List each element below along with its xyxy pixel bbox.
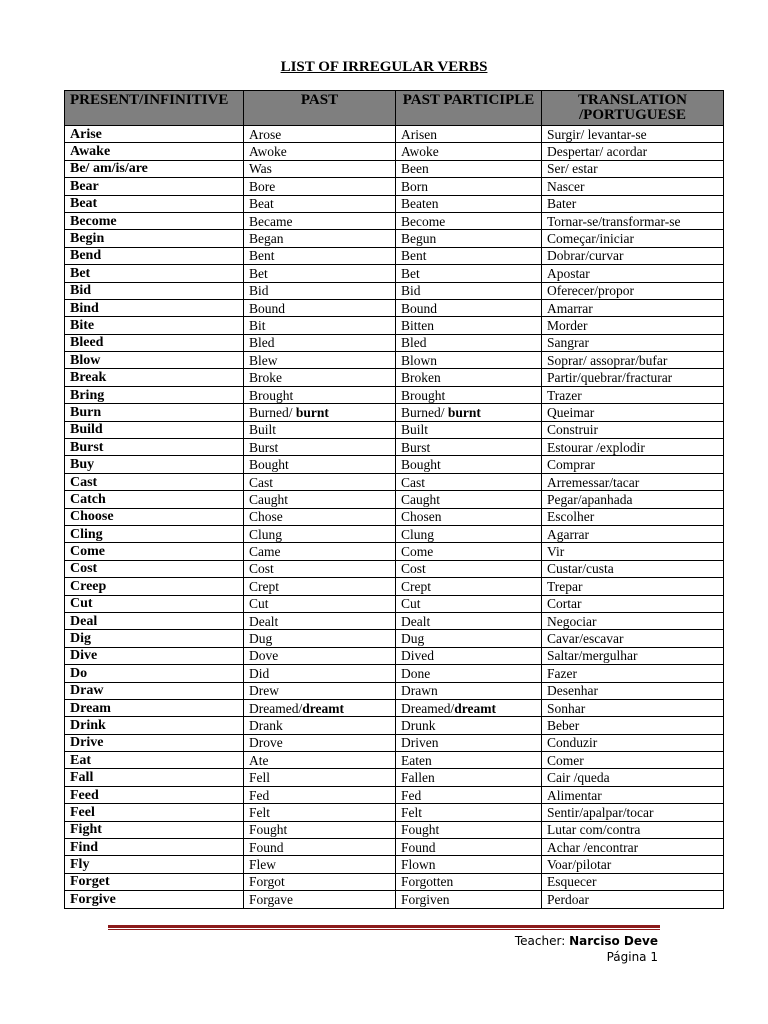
table-row [65, 821, 724, 838]
cell-past-participle: Been [396, 160, 542, 177]
cell-past-participle: Clung [396, 525, 542, 542]
cell-past-participle: Blown [396, 352, 542, 369]
cell-past-participle: Dug [396, 630, 542, 647]
cell-past: Dug [244, 630, 396, 647]
cell-past: Bound [244, 299, 396, 316]
cell-present: Bend [65, 247, 244, 264]
table-row [65, 543, 724, 560]
cell-past-participle: Broken [396, 369, 542, 386]
cell-past-participle: Bled [396, 334, 542, 351]
cell-present: Burn [65, 404, 244, 421]
cell-past-participle: Built [396, 421, 542, 438]
cell-present: Fall [65, 769, 244, 786]
cell-past: Crept [244, 578, 396, 595]
cell-past: Bit [244, 317, 396, 334]
table-header-row [65, 91, 724, 126]
cell-present: Begin [65, 230, 244, 247]
table-row [65, 734, 724, 751]
cell-translation: Cavar/escavar [542, 630, 724, 647]
cell-translation: Apostar [542, 265, 724, 282]
table-row [65, 212, 724, 229]
cell-present: Drink [65, 717, 244, 734]
cell-translation: Construir [542, 421, 724, 438]
cell-past-participle [396, 699, 542, 716]
cell-present: Feed [65, 786, 244, 803]
cell-past-participle: Brought [396, 386, 542, 403]
cell-past: Cost [244, 560, 396, 577]
cell-past: Beat [244, 195, 396, 212]
cell-past: Brought [244, 386, 396, 403]
table-row [65, 647, 724, 664]
footer-page-number: Página 1 [606, 950, 658, 964]
cell-present: Deal [65, 612, 244, 629]
cell-translation: Comer [542, 752, 724, 769]
cell-past: Burst [244, 439, 396, 456]
cell-past-participle: Bid [396, 282, 542, 299]
table-row [65, 230, 724, 247]
cell-past: Bet [244, 265, 396, 282]
table-row [65, 578, 724, 595]
cell-translation: Pegar/apanhada [542, 491, 724, 508]
cell-present: Dig [65, 630, 244, 647]
cell-present: Bring [65, 386, 244, 403]
table-row [65, 682, 724, 699]
cell-past: Caught [244, 491, 396, 508]
cell-present: Become [65, 212, 244, 229]
cell-past-participle: Fallen [396, 769, 542, 786]
cell-past: Flew [244, 856, 396, 873]
cell-past: Cut [244, 595, 396, 612]
cell-past-participle [396, 404, 542, 421]
cell-translation: Soprar/ assoprar/bufar [542, 352, 724, 369]
cell-past: Dealt [244, 612, 396, 629]
cell-translation: Ser/ estar [542, 160, 724, 177]
cell-translation: Lutar com/contra [542, 821, 724, 838]
cell-past: Built [244, 421, 396, 438]
cell-past: Was [244, 160, 396, 177]
teacher-label: Teacher: [514, 934, 570, 948]
cell-translation: Oferecer/propor [542, 282, 724, 299]
cell-past-participle: Chosen [396, 508, 542, 525]
table-row [65, 491, 724, 508]
table-row [65, 717, 724, 734]
table-row [65, 856, 724, 873]
cell-present: Be/ am/is/are [65, 160, 244, 177]
cell-past-participle: Bought [396, 456, 542, 473]
cell-past-participle: Done [396, 665, 542, 682]
cell-past-participle: Cut [396, 595, 542, 612]
cell-translation: Amarrar [542, 299, 724, 316]
cell-present: Forgive [65, 891, 244, 908]
cell-past: Bore [244, 178, 396, 195]
cell-present: Bind [65, 299, 244, 316]
cell-translation: Alimentar [542, 786, 724, 803]
cell-past [244, 699, 396, 716]
cell-past: Clung [244, 525, 396, 542]
cell-past-participle: Cast [396, 473, 542, 490]
cell-present: Eat [65, 752, 244, 769]
cell-past-participle: Dealt [396, 612, 542, 629]
table-row [65, 873, 724, 890]
cell-translation: Despertar/ acordar [542, 143, 724, 160]
cell-past-participle: Begun [396, 230, 542, 247]
cell-past: Bid [244, 282, 396, 299]
cell-translation: Esquecer [542, 873, 724, 890]
cell-present: Awake [65, 143, 244, 160]
table-row [65, 595, 724, 612]
cell-present: Find [65, 839, 244, 856]
cell-present: Bet [65, 265, 244, 282]
cell-past: Came [244, 543, 396, 560]
cell-present: Cling [65, 525, 244, 542]
cell-past-participle: Become [396, 212, 542, 229]
cell-past: Broke [244, 369, 396, 386]
cell-past: Forgave [244, 891, 396, 908]
cell-present: Drive [65, 734, 244, 751]
cell-past-participle: Born [396, 178, 542, 195]
table-row [65, 126, 724, 143]
cell-translation: Nascer [542, 178, 724, 195]
table-row [65, 804, 724, 821]
cell-past: Felt [244, 804, 396, 821]
table-row [65, 386, 724, 403]
cell-past: Did [244, 665, 396, 682]
cell-present: Choose [65, 508, 244, 525]
cell-present: Bleed [65, 334, 244, 351]
column-header-present: PRESENT/INFINITIVE [65, 91, 244, 126]
table-row [65, 665, 724, 682]
cell-past-participle: Found [396, 839, 542, 856]
cell-past-participle: Burst [396, 439, 542, 456]
cell-present: Cut [65, 595, 244, 612]
cell-past-participle: Bet [396, 265, 542, 282]
cell-past: Drove [244, 734, 396, 751]
cell-past-participle: Driven [396, 734, 542, 751]
cell-present: Dream [65, 699, 244, 716]
table-row [65, 508, 724, 525]
cell-past [244, 404, 396, 421]
cell-past: Cast [244, 473, 396, 490]
table-row [65, 752, 724, 769]
table-row [65, 525, 724, 542]
cell-text: Dreamed/ [401, 700, 455, 716]
table-row [65, 299, 724, 316]
cell-translation: Queimar [542, 404, 724, 421]
cell-translation: Negociar [542, 612, 724, 629]
table-row [65, 456, 724, 473]
cell-past-participle: Eaten [396, 752, 542, 769]
table-row [65, 195, 724, 212]
table-row [65, 560, 724, 577]
cell-text: Dreamed/ [249, 700, 303, 716]
cell-emphasis: burnt [447, 404, 481, 420]
cell-past: Began [244, 230, 396, 247]
table-row [65, 178, 724, 195]
table-row [65, 769, 724, 786]
cell-past-participle: Forgotten [396, 873, 542, 890]
cell-past: Drank [244, 717, 396, 734]
cell-past: Bent [244, 247, 396, 264]
cell-present: Creep [65, 578, 244, 595]
cell-translation: Saltar/mergulhar [542, 647, 724, 664]
cell-translation: Estourar /explodir [542, 439, 724, 456]
table-row [65, 265, 724, 282]
cell-translation: Beber [542, 717, 724, 734]
table-row [65, 421, 724, 438]
document-title: LIST OF IRREGULAR VERBS [280, 59, 488, 75]
cell-past: Ate [244, 752, 396, 769]
cell-past: Arose [244, 126, 396, 143]
cell-past-participle: Arisen [396, 126, 542, 143]
cell-translation: Tornar-se/transformar-se [542, 212, 724, 229]
cell-translation: Vir [542, 543, 724, 560]
cell-past: Found [244, 839, 396, 856]
cell-present: Cast [65, 473, 244, 490]
cell-present: Build [65, 421, 244, 438]
cell-present: Come [65, 543, 244, 560]
column-header-translation: TRANSLATION /PORTUGUESE [542, 91, 724, 126]
table-row [65, 247, 724, 264]
table-row [65, 612, 724, 629]
table-row [65, 317, 724, 334]
cell-past-participle: Cost [396, 560, 542, 577]
cell-past: Chose [244, 508, 396, 525]
table-row [65, 369, 724, 386]
table-row [65, 143, 724, 160]
cell-present: Burst [65, 439, 244, 456]
cell-present: Feel [65, 804, 244, 821]
table-body [65, 126, 724, 909]
cell-translation: Trazer [542, 386, 724, 403]
cell-translation: Perdoar [542, 891, 724, 908]
cell-past-participle: Fed [396, 786, 542, 803]
cell-emphasis: dreamt [302, 700, 344, 716]
teacher-name: Narciso Deve [569, 934, 658, 948]
table-row [65, 334, 724, 351]
column-header-past: PAST [244, 91, 396, 126]
cell-past: Forgot [244, 873, 396, 890]
cell-translation: Arremessar/tacar [542, 473, 724, 490]
cell-translation: Sonhar [542, 699, 724, 716]
cell-text: Burned/ [249, 404, 296, 420]
cell-translation: Dobrar/curvar [542, 247, 724, 264]
cell-emphasis: dreamt [454, 700, 496, 716]
cell-emphasis: burnt [295, 404, 329, 420]
cell-translation: Cortar [542, 595, 724, 612]
table-row [65, 473, 724, 490]
cell-past: Blew [244, 352, 396, 369]
table-row [65, 352, 724, 369]
cell-translation: Agarrar [542, 525, 724, 542]
cell-past-participle: Bitten [396, 317, 542, 334]
cell-translation: Surgir/ levantar-se [542, 126, 724, 143]
cell-past: Dove [244, 647, 396, 664]
cell-translation: Morder [542, 317, 724, 334]
cell-past-participle: Caught [396, 491, 542, 508]
column-header-past-participle: PAST PARTICIPLE [396, 91, 542, 126]
cell-past-participle: Bent [396, 247, 542, 264]
cell-past: Awoke [244, 143, 396, 160]
cell-present: Arise [65, 126, 244, 143]
cell-past: Fell [244, 769, 396, 786]
cell-translation: Desenhar [542, 682, 724, 699]
table-row [65, 282, 724, 299]
cell-past-participle: Come [396, 543, 542, 560]
table-row [65, 891, 724, 908]
cell-translation: Cair /queda [542, 769, 724, 786]
cell-past: Fought [244, 821, 396, 838]
cell-past-participle: Drunk [396, 717, 542, 734]
cell-past-participle: Awoke [396, 143, 542, 160]
cell-translation: Partir/quebrar/fracturar [542, 369, 724, 386]
cell-translation: Fazer [542, 665, 724, 682]
cell-present: Fight [65, 821, 244, 838]
cell-past-participle: Crept [396, 578, 542, 595]
cell-translation: Comprar [542, 456, 724, 473]
cell-present: Break [65, 369, 244, 386]
cell-translation: Sangrar [542, 334, 724, 351]
cell-present: Catch [65, 491, 244, 508]
cell-translation: Começar/iniciar [542, 230, 724, 247]
table-row [65, 630, 724, 647]
cell-present: Dive [65, 647, 244, 664]
cell-past-participle: Felt [396, 804, 542, 821]
cell-present: Bear [65, 178, 244, 195]
cell-past-participle: Dived [396, 647, 542, 664]
table-row [65, 404, 724, 421]
table-row [65, 699, 724, 716]
cell-present: Cost [65, 560, 244, 577]
footer-rule-thick [108, 925, 660, 928]
cell-past: Fed [244, 786, 396, 803]
cell-present: Fly [65, 856, 244, 873]
cell-present: Forget [65, 873, 244, 890]
cell-translation: Sentir/apalpar/tocar [542, 804, 724, 821]
cell-past: Became [244, 212, 396, 229]
cell-past-participle: Beaten [396, 195, 542, 212]
cell-translation: Custar/custa [542, 560, 724, 577]
cell-translation: Trepar [542, 578, 724, 595]
footer-rule-thin [108, 929, 660, 930]
irregular-verbs-table [64, 90, 724, 909]
cell-past: Drew [244, 682, 396, 699]
cell-present: Buy [65, 456, 244, 473]
cell-past-participle: Fought [396, 821, 542, 838]
cell-translation: Escolher [542, 508, 724, 525]
cell-present: Blow [65, 352, 244, 369]
cell-translation: Conduzir [542, 734, 724, 751]
cell-present: Draw [65, 682, 244, 699]
cell-present: Beat [65, 195, 244, 212]
cell-translation: Achar /encontrar [542, 839, 724, 856]
cell-text: Burned/ [401, 404, 448, 420]
cell-past: Bought [244, 456, 396, 473]
cell-past-participle: Drawn [396, 682, 542, 699]
cell-past: Bled [244, 334, 396, 351]
cell-past-participle: Flown [396, 856, 542, 873]
cell-past-participle: Forgiven [396, 891, 542, 908]
table-row [65, 786, 724, 803]
cell-past-participle: Bound [396, 299, 542, 316]
table-row [65, 160, 724, 177]
table-row [65, 439, 724, 456]
cell-present: Do [65, 665, 244, 682]
footer-teacher [515, 934, 658, 948]
cell-present: Bite [65, 317, 244, 334]
cell-present: Bid [65, 282, 244, 299]
cell-translation: Voar/pilotar [542, 856, 724, 873]
cell-translation: Bater [542, 195, 724, 212]
table-row [65, 839, 724, 856]
